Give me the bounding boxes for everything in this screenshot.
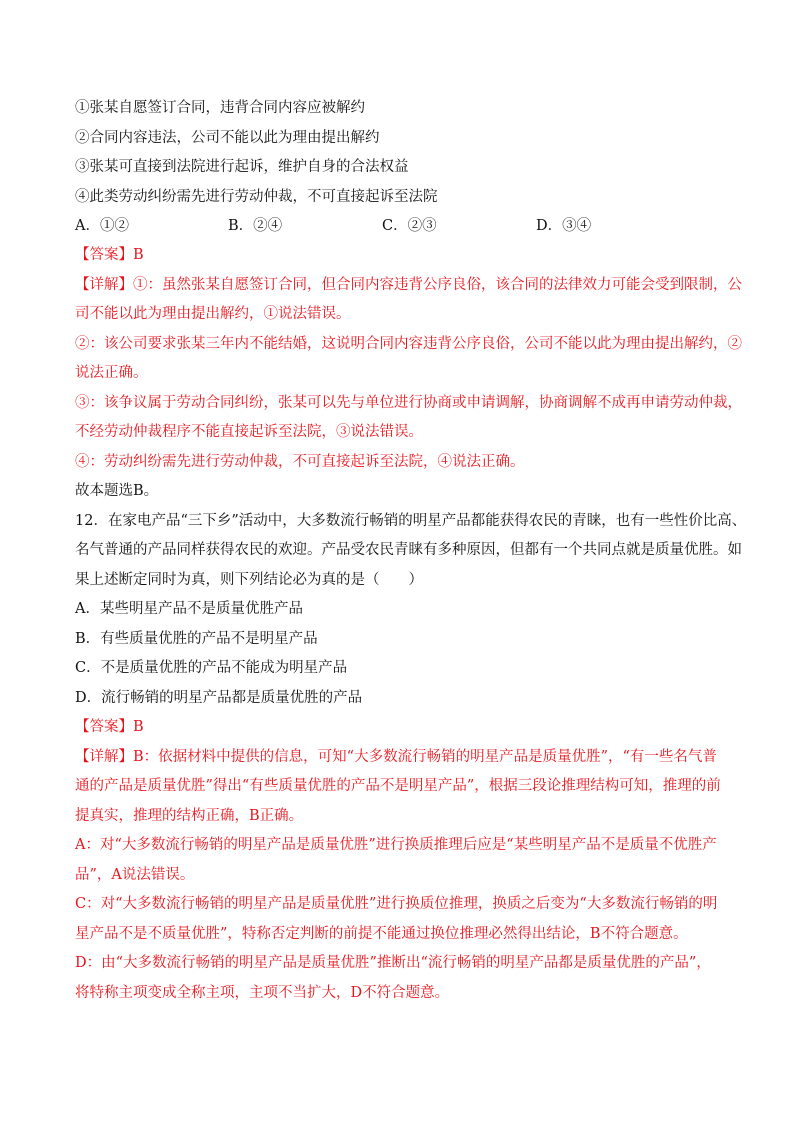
q11-option-c: C．②③ <box>382 218 437 234</box>
q11-option-b: B．②④ <box>228 218 283 234</box>
q11-option-a: A．①② <box>75 218 129 234</box>
q12-detail-line: 品”，A说法错误。 <box>75 867 195 883</box>
q12-stem-line: 果上述断定同时为真，则下列结论必为真的是（ ） <box>75 572 423 588</box>
q11-statement-4: ④此类劳动纠纷需先进行劳动仲裁，不可直接起诉至法院 <box>75 189 438 205</box>
q12-stem-line: 名气普通的产品同样获得农民的欢迎。产品受农民青睐有多种原因，但都有一个共同点就是质量优胜。如 <box>75 542 742 558</box>
q12-stem-line: 12．在家电产品“三下乡”活动中，大多数流行畅销的明星产品都能获得农民的青睐，也有一些性价比高、 <box>75 513 747 529</box>
q12-detail-line: 【详解】B：依据材料中提供的信息，可知“大多数流行畅销的明星产品是质量优胜”，“有一些名气普 <box>75 749 717 765</box>
q11-detail-line: ④：劳动纠纷需先进行劳动仲裁，不可直接起诉至法院，④说法正确。 <box>75 454 525 470</box>
q11-detail-line: ②：该公司要求张某三年内不能结婚，这说明合同内容违背公序良俗，公司不能以此为理由提出解约，② <box>75 336 742 352</box>
q11-option-d: D．③④ <box>536 218 592 234</box>
q12-detail-line: 将特称主项变成全称主项，主项不当扩大，D不符合题意。 <box>75 985 450 1001</box>
q12-detail-line: 通的产品是质量优胜”得出“有些质量优胜的产品不是明星产品”，根据三段论推理结构可知，推理的前 <box>75 778 721 794</box>
q11-statement-1: ①张某自愿签订合同，违背合同内容应被解约 <box>75 100 365 116</box>
q12-option-d: D．流行畅销的明星产品都是质量优胜的产品 <box>75 690 363 706</box>
q12-detail-line: 星产品不是不质量优胜”，特称否定判断的前提不能通过换位推理必然得出结论，B不符合题意。 <box>75 926 688 942</box>
q11-statement-2: ②合同内容违法，公司不能以此为理由提出解约 <box>75 130 380 146</box>
q12-answer: 【答案】B <box>75 719 144 735</box>
q11-detail-line: 【详解】①：虽然张某自愿签订合同，但合同内容违背公序良俗，该合同的法律效力可能会受到限制，公 <box>75 277 742 293</box>
q12-option-a: A．某些明星产品不是质量优胜产品 <box>75 601 303 617</box>
q11-detail-line: 说法正确。 <box>75 365 148 381</box>
q12-detail-line: A：对“大多数流行畅销的明星产品是质量优胜”进行换质推理后应是“某些明星产品不是质量不优胜产 <box>75 837 717 853</box>
q11-answer: 【答案】B <box>75 247 144 263</box>
q11-conclusion: 故本题选B。 <box>75 483 159 499</box>
q12-detail-line: D：由“大多数流行畅销的明星产品是质量优胜”推断出“流行畅销的明星产品都是质量优胜的产品”， <box>75 955 711 971</box>
q11-statement-3: ③张某可直接到法院进行起诉，维护自身的合法权益 <box>75 159 409 175</box>
q12-option-c: C．不是质量优胜的产品不能成为明星产品 <box>75 660 348 676</box>
q11-options <box>75 216 725 236</box>
q12-detail-line: 提真实，推理的结构正确，B正确。 <box>75 808 304 824</box>
q12-detail-line: C：对“大多数流行畅销的明星产品是质量优胜”进行换质位推理，换质之后变为“大多数流行畅销的明 <box>75 896 718 912</box>
q12-option-b: B．有些质量优胜的产品不是明星产品 <box>75 631 318 647</box>
q11-detail-line: 司不能以此为理由提出解约，①说法错误。 <box>75 306 351 322</box>
q11-detail-line: 不经劳动仲裁程序不能直接起诉至法院，③说法错误。 <box>75 424 423 440</box>
q11-detail-line: ③：该争议属于劳动合同纠纷，张某可以先与单位进行协商或申请调解，协商调解不成再申请劳动仲裁， <box>75 395 742 411</box>
